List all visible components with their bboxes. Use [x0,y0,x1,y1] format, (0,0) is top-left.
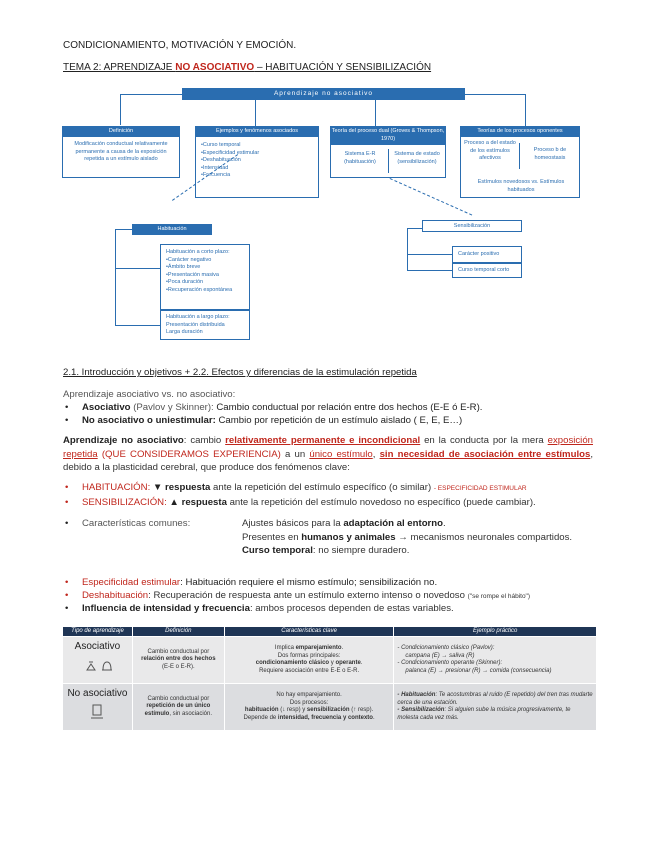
th-definicion: Definición [132,627,224,637]
definicion-no-asociativo: Cambio conductual por repetición de un único estímulo, sin asociación. [132,684,224,731]
habituacion-largo-plazo: Habituación a largo plazo: Presentación distribuida Larga duración [160,310,250,340]
th-caracteristicas: Características clave [224,627,394,637]
table-row [63,684,597,731]
section-title: 2.1. Introducción y objetivos + 2.2. Efectos y diferencias de la estimulación repetida [63,367,417,378]
bullet-intensidad: • Influencia de intensidad y frecuencia: ambos procesos dependen de estas variables. [63,602,593,616]
tipo-no-asociativo: No asociativo [63,684,133,731]
th-ejemplo: Ejemplo práctico [394,627,597,637]
bullet-especificidad: • Especificidad estimular: Habituación requiere el mismo estímulo; sensibilización no. [63,576,593,590]
definicion-node: Definición [62,126,180,136]
definition-paragraph: Aprendizaje no asociativo: cambio relativamente permanente e incondicional en la conducta por la mera exposición repetida (QUE CONSIDERAMOS EXPERIENCIA) a un único estímulo, sin necesidad de asociación entre estímulos, debido a la plasticidad cerebral, que produce dos fenómenos clave: [63,435,593,473]
comparison-table [62,626,597,731]
habituacion-node: Habituación [132,224,212,235]
intro-line: Aprendizaje asociativo vs. no asociativo: [63,389,236,400]
repeat-stimulus-icon [87,701,107,721]
caracteristicas-comunes: • Características comunes: [63,517,593,531]
tema-heading: TEMA 2: APRENDIZAJE NO ASOCIATIVO – HABITUACIÓN Y SENSIBILIZACIÓN [63,62,432,73]
th-tipo: Tipo de aprendizaje [63,627,133,637]
habituacion-corto-plazo: Habituación a corto plazo: •Carácter negativo •Ámbito breve •Presentación masiva •Poca duración •Recuperación espontánea [160,244,250,310]
ejemplos-node: Ejemplos y fenómenos asociados [195,126,319,136]
bullet-deshabituacion: • Deshabituación: Recuperación de respuesta ante un estímulo externo intenso o novedoso ("se rompe el hábito") [63,589,593,604]
table-header-row [63,627,597,637]
bullet-habituacion: • HABITUACIÓN: ▼ respuesta ante la repetición del estímulo específico (o similar) - ESPECIFICIDAD ESTIMULAR [63,481,593,496]
sens-caracter-positivo: Carácter positivo [452,246,522,263]
bullet-sensibilizacion: • SENSIBILIZACIÓN: ▲ respuesta ante la repetición del estímulo novedoso no específico (puede cambiar). [63,496,593,510]
teorias-oponentes-node: Teorías de los procesos oponentes [460,126,580,136]
bell-dog-icon [77,654,117,674]
concept-diagram [60,88,590,350]
document-title: CONDICIONAMIENTO, MOTIVACIÓN Y EMOCIÓN. [63,40,297,51]
ejemplos-list: •Curso temporal •Especificidad estimular •Deshabituación •Intensidad •Frecuencia [195,136,319,198]
sens-curso-temporal: Curso temporal corto [452,263,522,278]
ejemplo-asociativo: - Condicionamiento clásico (Pavlov): campana (E) → saliva (R) - Condicionamiento operante (Skinner): palanca (E) → presionar (R) → comida (consecuencia) [394,637,597,684]
tipo-asociativo: Asociativo [63,637,133,684]
definicion-asociativo: Cambio conductual por relación entre dos hechos (E-E o E-R). [132,637,224,684]
bullet-no-asociativo: • No asociativo o uniestimular: Cambio por repetición de un estímulo aislado ( E, E, E…) [63,414,593,428]
ejemplo-no-asociativo: - Habituación: Te acostumbras al ruido (E repetido) del tren tras mudarte cerca de una estación. - Sensibilización: Si alguien sube la música progresivamente, te molesta cada vez más. [394,684,597,731]
diagram-top-node: Aprendizaje no asociativo [182,88,465,100]
teoria-dual-node: Teoría del proceso dual (Groves & Thompson, 1970) [331,128,445,142]
definicion-text: Modificación conductual relativamente permanente a causa de la exposición repetida a un estímulo aislado [62,136,180,178]
bullet-asociativo: • Asociativo (Pavlov y Skinner): Cambio conductual por relación entre dos hechos (E-E ó E-R). [63,401,593,415]
caracteristicas-list: Ajustes básicos para la adaptación al entorno. Presentes en humanos y animales → mecanismos neuronales compartidos. Curso temporal: no siempre duradero. [242,518,573,556]
teorias-oponentes-box: Proceso a del estado de los estímulos afectivos Proceso b de homeostasis Estímulos novedosos vs. Estímulos habituados [460,136,580,198]
caracteristicas-asociativo: Implica emparejamiento. Dos formas principales: condicionamiento clásico y operante. Requiere asociación entre E-E o E-R. [224,637,394,684]
table-row [63,637,597,684]
caracteristicas-no-asociativo: No hay emparejamiento. Dos procesos: habituación (↓ resp) y sensibilización (↑ resp). Depende de intensidad, frecuencia y contexto. [224,684,394,731]
sensibilizacion-node: Sensibilización [422,220,522,232]
teoria-dual-box: Sistema E-R (habituación) Sistema de estado (sensibilización) [330,144,446,178]
